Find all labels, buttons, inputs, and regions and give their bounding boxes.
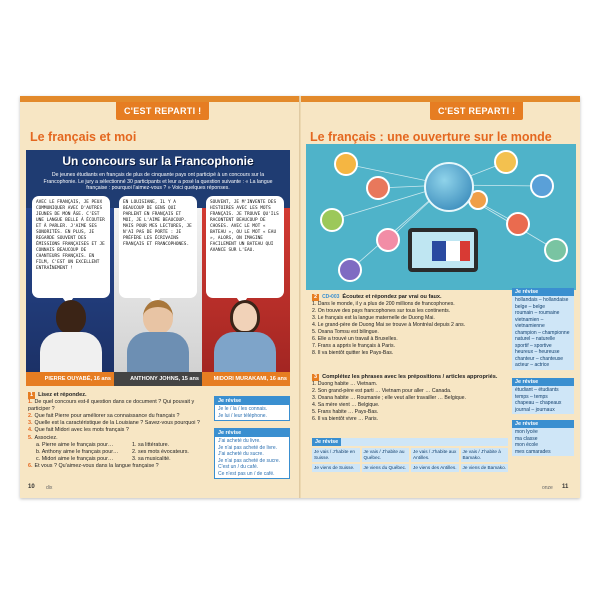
page-number: 10 — [28, 484, 35, 490]
revise-line: mon école — [515, 442, 539, 448]
section-tab: C'EST REPARTI ! — [116, 102, 209, 120]
revise-line: hollandais – hollandaise — [515, 297, 569, 303]
avatar — [376, 228, 400, 252]
statement-3: 3. Le français est la langue maternelle de Duong Mai. — [312, 315, 435, 321]
caption-name: ANTHONY JOHNS, — [130, 376, 181, 382]
table-cell: Je vais / J'habite au Québec. — [362, 448, 410, 462]
statement-1: 1. Dans le monde, il y a plus de 200 millions de francophones. — [312, 301, 455, 307]
revise-line: naturel – naturelle — [515, 336, 556, 342]
revise-line: sportif – sportive — [515, 342, 552, 349]
page-number: 11 — [562, 484, 569, 490]
right-page — [306, 102, 576, 498]
je-revise-possessives — [512, 420, 574, 456]
caption-anthony — [114, 372, 202, 386]
statement-5: 5. Oxana Tomsu est bilingue. — [312, 329, 379, 335]
revise-line: ma classe — [515, 435, 538, 442]
page-number-word: dix — [46, 485, 53, 491]
speech-bubble-midori: SOUVENT, JE M'INVENTE DES HISTOIRES AVEC LES MOTS FRANÇAIS. JE TROUVE QU'ILS RACONTENT BEAUCOUP DE CHOSES. AVEC LE MOT « BATEAU », OU LE MOT « EAU », ALORS, ON IMAGINE FACILEMENT UN BATEAU QUI AVANCE SUR L'EAU. — [206, 196, 284, 298]
assoc-left-c: c. Midori aime le français pour… — [36, 455, 114, 462]
face — [230, 300, 260, 334]
sentence-5: 5. Frans habite … Pays-Bas. — [312, 409, 379, 415]
revise-line: Je n'ai pas acheté de livre. — [218, 444, 278, 451]
sentence-2: 2. Son grand-père est parti … Vietnam pour aller … Canada. — [312, 388, 452, 394]
revise-line: Je le / la / les connais. — [218, 406, 268, 412]
exercise-heading: Lisez et répondez. — [38, 392, 87, 398]
revise-line: champion – championne — [515, 329, 570, 336]
question-4: 4. Que fait Midori avec les mots français ? — [28, 427, 129, 434]
statement-7: 7. Frans a appris le français à Paris. — [312, 343, 396, 349]
exercise-number: 2 — [314, 294, 318, 300]
book-gutter — [299, 96, 301, 498]
avatar — [366, 176, 390, 200]
revise-line: C'est un / du café. — [218, 464, 259, 470]
exercise-heading: Complétez les phrases avec les prépositions / articles appropriés. — [322, 374, 498, 380]
revise-line: J'ai acheté du livre. — [218, 438, 261, 444]
je-revise-prepositions — [312, 438, 508, 446]
revise-line: mon lycée — [515, 429, 538, 435]
assoc-right-1: 1. sa littérature. — [132, 441, 170, 448]
exercise-3 — [312, 374, 508, 423]
je-revise-box-pronouns — [214, 396, 290, 421]
je-revise-plurals — [512, 378, 574, 414]
shirt — [214, 332, 276, 372]
table-cell: Je viens de Bamako. — [462, 465, 507, 470]
je-revise-adjectives — [512, 288, 574, 370]
revise-line: acteur – actrice — [515, 362, 550, 368]
je-revise-heading: Je révise — [512, 378, 574, 386]
flag-icon — [446, 241, 460, 261]
je-revise-heading: Je révise — [512, 420, 574, 428]
revise-line: temps – temps — [515, 393, 548, 400]
question-3: 3. Quelle est la caractéristique de la Louisiane ? Savez-vous pourquoi ? — [28, 420, 200, 427]
question-1: 1. De quel concours est-il question dans ce document ? Qui pouvait y participer ? — [28, 399, 195, 413]
caption-midori — [202, 372, 290, 386]
revise-line: mes camarades — [515, 448, 551, 455]
revise-line: roumain – roumaine — [515, 310, 560, 316]
textbook-spread — [20, 96, 580, 498]
revise-line: chanteur – chanteuse — [515, 355, 564, 362]
tablet-screen — [412, 232, 474, 268]
speech-bubble-pierre: AVEC LE FRANÇAIS, JE PEUX COMMUNIQUER AVEC D'AUTRES JEUNES DE MON ÂGE. C'EST UNE LANGUE BELLE À ÉCOUTER ET À PARLER. J'AIME SES SONORITÉS. EN PLUS, JE REGARDE SOUVENT DES ÉMISSIONS FRANÇAISES ET JE CONNAIS BEAUCOUP DE CHANTEURS FRANÇAIS. EN FILM, C'EST UN EXCELLENT ENTRAÎNEMENT ! — [32, 196, 110, 298]
poster-title: Un concours sur la Francophonie — [62, 154, 254, 168]
sentence-6: 6. Il va bientôt vivre … Paris. — [312, 416, 379, 422]
flag-icon — [460, 241, 470, 261]
je-revise-heading: Je révise — [215, 397, 289, 405]
left-page — [26, 102, 296, 498]
caption-age: 15 ans — [181, 376, 199, 382]
speech-bubble-anthony: EN LOUISIANE, IL Y A BEAUCOUP DE GENS QUI PARLENT EN FRANÇAIS ET MOI, JE L'AIME BEAUCOUP. MAIS POUR MES LECTURES, JE N'AI PAS DE PORTE : JE PRÉFÈRE LES ÉCRIVAINS FRANÇAIS ET FRANCOPHONES. — [119, 196, 197, 298]
table-cell: Je viens de Suisse. — [312, 464, 360, 472]
page-title: Le français et moi — [30, 130, 137, 144]
table-cell: Je vais / J'habite aux Antilles. — [411, 448, 459, 462]
avatar — [544, 238, 568, 262]
flag-icon — [432, 241, 446, 261]
avatar — [494, 150, 518, 174]
association-grid — [28, 442, 204, 463]
photo-midori — [210, 300, 280, 372]
avatar — [530, 174, 554, 198]
revise-line: étudiant – étudiants — [515, 387, 559, 393]
je-revise-heading: Je révise — [512, 288, 574, 296]
avatar — [334, 152, 358, 176]
face — [56, 300, 86, 334]
assoc-left-a: a. Pierre aime le français pour… — [36, 441, 114, 448]
section-tab: C'EST REPARTI ! — [430, 102, 523, 120]
revise-line: chapeau – chapeaux — [515, 400, 562, 406]
page-title: Le français : une ouverture sur le monde — [310, 130, 552, 144]
avatar — [338, 258, 362, 282]
exercise-number: 3 — [314, 374, 318, 380]
sentence-1: 1. Duong habite … Vietnam. — [312, 381, 378, 387]
exercise-heading: Écoutez et répondez par vrai ou faux. — [342, 294, 442, 300]
je-revise-heading: Je révise — [312, 438, 341, 446]
prepositions-table — [312, 448, 508, 472]
shirt — [40, 332, 102, 372]
revise-line: heureux – heureuse — [515, 349, 560, 355]
table-cell: Je vais / J'habite en Suisse. — [312, 448, 360, 462]
assoc-right-2: 2. ses mots évocateurs. — [132, 448, 189, 455]
je-revise-box-articles — [214, 428, 290, 479]
question-5: 5. Associez. — [28, 434, 58, 441]
poster-intro: De jeunes étudiants en français de plus de cinquante pays ont participé à un concours sur la Francophonie. Le jury a sélectionné 30 participants et leur a posé la question suivante : « La langue française : pourquoi l'aimez-vous ? » Voici quelques réponses. — [43, 172, 273, 192]
caption-pierre — [26, 372, 114, 386]
revise-line: Je n'ai pas acheté de sucre. — [218, 457, 281, 464]
revise-line: journal – journaux — [515, 406, 555, 413]
assoc-left-b: b. Anthony aime le français pour… — [36, 448, 119, 455]
question-6: 6. Et vous ? Qu'aimez-vous dans la langue française ? — [28, 462, 159, 469]
revise-line: vietnamien – vietnamienne — [515, 316, 545, 329]
avatar — [320, 208, 344, 232]
question-2: 2. Que fait Pierre pour améliorer sa connaissance du français ? — [28, 413, 180, 420]
face — [143, 300, 173, 334]
tablet-icon — [408, 228, 478, 272]
contest-poster — [26, 150, 290, 386]
assoc-right-3: 3. sa musicalité. — [132, 455, 171, 462]
revise-line: Je lui / leur téléphone. — [218, 412, 267, 419]
revise-line: belge – belge — [515, 303, 546, 310]
world-network-illustration — [306, 144, 576, 290]
shirt — [127, 332, 189, 372]
table-cell: Je viens des Antilles. — [413, 465, 457, 470]
caption-name: MIDORI MURAKAMI, — [213, 376, 269, 382]
exercise-number: 1 — [30, 392, 34, 398]
page-number-word: onze — [542, 485, 553, 491]
avatar — [506, 212, 530, 236]
exercise-2 — [312, 294, 508, 357]
caption-age: 16 ans — [269, 376, 287, 382]
statement-4: 4. Le grand-père de Duong Mai se trouve à Montréal depuis 2 ans. — [312, 322, 466, 328]
statement-6: 6. Elle a trouvé un travail à Bruxelles. — [312, 336, 398, 342]
globe-icon — [424, 162, 474, 212]
revise-line: Ce n'est pas un / de café. — [218, 470, 275, 477]
caption-age: 16 ans — [93, 376, 111, 382]
sentence-3: 3. Oxana habite … Roumanie ; elle veut aller travailler … Belgique. — [312, 395, 466, 401]
sentence-4: 4. Sa mère vient … Belgique. — [312, 402, 380, 408]
revise-line: J'ai acheté du sucre. — [218, 451, 264, 457]
photo-pierre — [36, 300, 106, 372]
exercise-1 — [28, 392, 204, 470]
table-cell: Je vais / J'habite à Bamako. — [461, 448, 509, 462]
statement-8: 8. Il va bientôt quitter les Pays-Bas. — [312, 350, 394, 356]
je-revise-heading: Je révise — [215, 429, 289, 437]
photo-anthony — [123, 300, 193, 372]
caption-name: PIERRE OUYABÉ, — [44, 376, 93, 382]
audio-track[interactable]: CD•003 — [322, 294, 340, 300]
statement-2: 2. On trouve des pays francophones sur tous les continents. — [312, 308, 451, 314]
table-cell: Je viens du Québec. — [362, 464, 410, 472]
